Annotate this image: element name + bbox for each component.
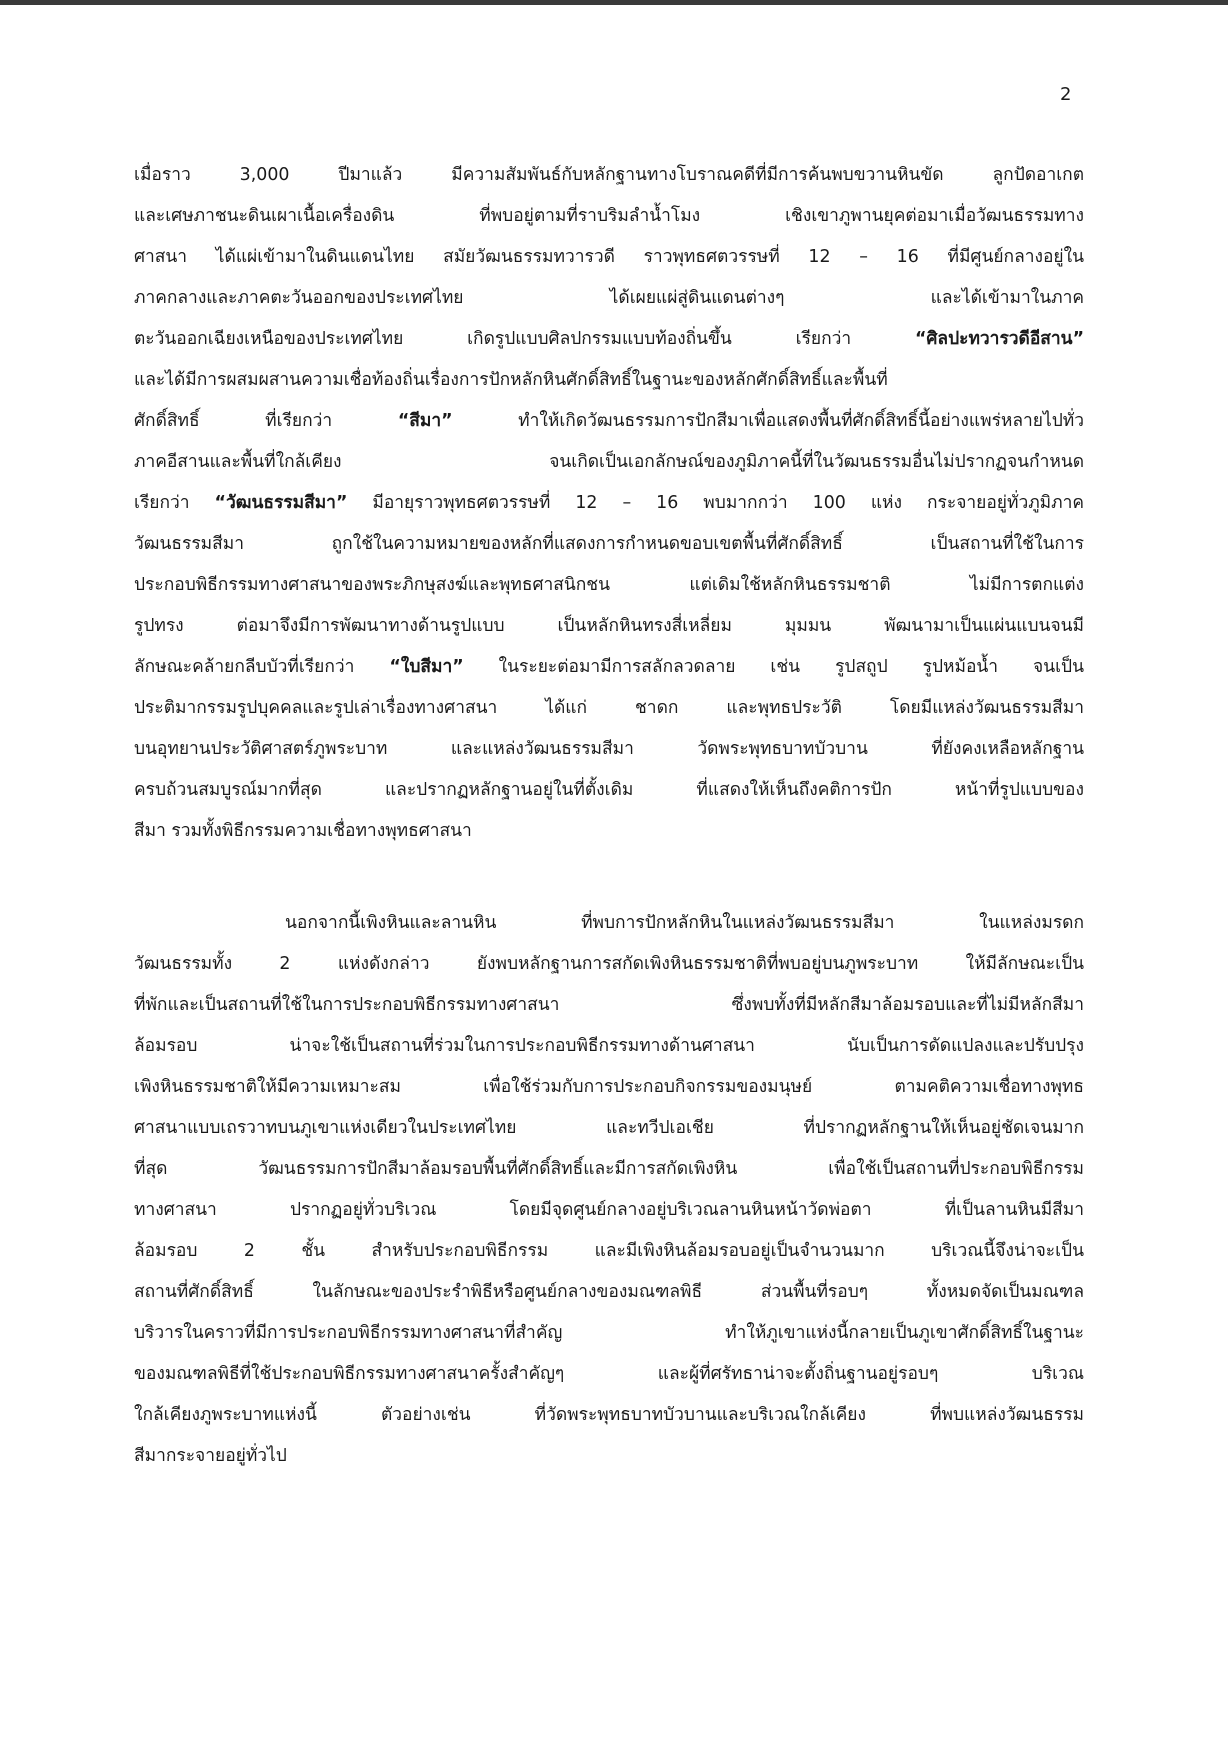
text-line	[134, 1395, 1084, 1436]
text-run: ทำให้เกิดวัฒนธรรมการปักสีมาเพื่อแสดงพื้นที่ศักดิ์สิทธิ์นี้อย่างแพร่หลายไปทั่ว	[452, 411, 1084, 431]
text-run: และได้มีการผสมผสานความเชื่อท้องถิ่นเรื่องการปักหลักหินศักดิ์สิทธิ์ในฐานะของหลักศักดิ์สิทธิ์และพื้นที่	[134, 370, 888, 390]
text-line	[134, 483, 1084, 524]
text-line	[134, 1108, 1084, 1149]
text-run: ในระยะต่อมามีการสลักลวดลาย เช่น รูปสถูป รูปหม้อน้ำ จนเป็น	[463, 657, 1084, 677]
text-run: บริวารในคราวที่มีการประกอบพิธีกรรมทางศาสนาที่สำคัญ ทำให้ภูเขาแห่งนี้กลายเป็นภูเขาศักดิ์สิทธิ์ในฐานะ	[134, 1323, 1084, 1343]
text-run: นอกจากนี้เพิงหินและลานหิน ที่พบการปักหลักหินในแหล่งวัฒนธรรมสีมา ในแหล่งมรดก	[285, 913, 1084, 933]
text-line	[134, 401, 1084, 442]
text-run: เมื่อราว 3,000 ปีมาแล้ว มีความสัมพันธ์กับหลักฐานทางโบราณคดีที่มีการค้นพบขวานหินขัด ลูกปัดอาเกต	[134, 165, 1084, 185]
text-line	[134, 1067, 1084, 1108]
text-line	[134, 1149, 1084, 1190]
text-run: ลักษณะคล้ายกลีบบัวที่เรียกว่า	[134, 657, 390, 677]
bold-term: “ศิลปะทวารวดีอีสาน”	[914, 329, 1084, 349]
text-run: ภาคอีสานและพื้นที่ใกล้เคียง จนเกิดเป็นเอกลักษณ์ของภูมิภาคนี้ที่ในวัฒนธรรมอื่นไม่ปรากฏจนกำหนด	[134, 452, 1084, 472]
text-line	[134, 1026, 1084, 1067]
text-line	[134, 1313, 1084, 1354]
text-line	[134, 360, 1084, 401]
text-line	[134, 985, 1084, 1026]
text-line	[134, 1231, 1084, 1272]
text-run: ล้อมรอบ น่าจะใช้เป็นสถานที่ร่วมในการประกอบพิธีกรรมทางด้านศาสนา นับเป็นการดัดแปลงและปรับปรุง	[134, 1036, 1084, 1056]
text-line	[134, 524, 1084, 565]
text-line	[134, 811, 1084, 852]
text-line	[134, 442, 1084, 483]
text-run: ใกล้เคียงภูพระบาทแห่งนี้ ตัวอย่างเช่น ที่วัดพระพุทธบาทบัวบานและบริเวณใกล้เคียง ที่พบแหล่งวัฒนธรรม	[134, 1405, 1084, 1425]
text-run: สถานที่ศักดิ์สิทธิ์ ในลักษณะของประรำพิธีหรือศูนย์กลางของมณฑลพิธี ส่วนพื้นที่รอบๆ ทั้งหมดจัดเป็นมณฑล	[134, 1282, 1084, 1302]
text-run: มีอายุราวพุทธศตวรรษที่ 12 – 16 พบมากกว่า 100 แห่ง กระจายอยู่ทั่วภูมิภาค	[347, 493, 1084, 513]
text-line	[134, 729, 1084, 770]
text-run: สีมากระจายอยู่ทั่วไป	[134, 1446, 287, 1466]
text-line	[134, 1272, 1084, 1313]
text-run: สีมา รวมทั้งพิธีกรรมความเชื่อทางพุทธศาสนา	[134, 821, 472, 841]
text-line	[134, 565, 1084, 606]
text-line	[134, 1354, 1084, 1395]
text-run: และเศษภาชนะดินเผาเนื้อเครื่องดิน ที่พบอยู่ตามที่ราบริมลำน้ำโมง เชิงเขาภูพานยุคต่อมาเมื่อวัฒนธรรมทาง	[134, 206, 1084, 226]
text-run: ของมณฑลพิธีที่ใช้ประกอบพิธีกรรมทางศาสนาครั้งสำคัญๆ และผู้ที่ศรัทธาน่าจะตั้งถิ่นฐานอยู่รอบๆ บริเวณ	[134, 1364, 1084, 1384]
text-line	[134, 944, 1084, 985]
text-run: ตะวันออกเฉียงเหนือของประเทศไทย เกิดรูปแบบศิลปกรรมแบบท้องถิ่นขึ้น เรียกว่า	[134, 329, 915, 349]
paragraph-1	[134, 155, 1084, 852]
text-run: เพิงหินธรรมชาติให้มีความเหมาะสม เพื่อใช้ร่วมกับการประกอบกิจกรรมของมนุษย์ ตามคติความเชื่อทางพุทธ	[134, 1077, 1084, 1097]
text-run: บนอุทยานประวัติศาสตร์ภูพระบาท และแหล่งวัฒนธรรมสีมา วัดพระพุทธบาทบัวบาน ที่ยังคงเหลือหลักฐาน	[134, 739, 1084, 759]
text-line	[134, 1190, 1084, 1231]
bold-term: “วัฒนธรรมสีมา”	[214, 493, 348, 513]
text-line	[134, 319, 1084, 360]
text-run: ที่สุด วัฒนธรรมการปักสีมาล้อมรอบพื้นที่ศักดิ์สิทธิ์และมีการสกัดเพิงหิน เพื่อใช้เป็นสถานที่ประกอบพิธีกรรม	[134, 1159, 1084, 1179]
text-run: ศักดิ์สิทธิ์ ที่เรียกว่า	[134, 411, 398, 431]
text-line	[134, 606, 1084, 647]
text-run: ที่พักและเป็นสถานที่ใช้ในการประกอบพิธีกรรมทางศาสนา ซึ่งพบทั้งที่มีหลักสีมาล้อมรอบและที่ไม่มีหลักสีมา	[134, 995, 1084, 1015]
text-run: ประติมากรรมรูปบุคคลและรูปเล่าเรื่องทางศาสนา ได้แก่ ชาดก และพุทธประวัติ โดยมีแหล่งวัฒนธรรมสีมา	[134, 698, 1084, 718]
bold-term: “สีมา”	[397, 411, 453, 431]
text-run: เรียกว่า	[134, 493, 215, 513]
text-run: ประกอบพิธีกรรมทางศาสนาของพระภิกษุสงฆ์และพุทธศาสนิกชน แต่เดิมใช้หลักหินธรรมชาติ ไม่มีการตกแต่ง	[134, 575, 1084, 595]
text-line	[134, 237, 1084, 278]
text-line	[134, 155, 1084, 196]
text-run: ล้อมรอบ 2 ชั้น สำหรับประกอบพิธีกรรม และมีเพิงหินล้อมรอบอยู่เป็นจำนวนมาก บริเวณนี้จึงน่าจะเป็น	[134, 1241, 1084, 1261]
text-line	[134, 688, 1084, 729]
text-run: รูปทรง ต่อมาจึงมีการพัฒนาทางด้านรูปแบบ เป็นหลักหินทรงสี่เหลี่ยม มุมมน พัฒนามาเป็นแผ่นแบนจนมี	[134, 616, 1084, 636]
text-line	[134, 278, 1084, 319]
top-border-rule	[0, 0, 1228, 5]
text-run: ศาสนาแบบเถรวาทบนภูเขาแห่งเดียวในประเทศไทย และทวีปเอเชีย ที่ปรากฏหลักฐานให้เห็นอยู่ชัดเจนมาก	[134, 1118, 1084, 1138]
paragraph-2	[134, 903, 1084, 1477]
text-run: ครบถ้วนสมบูรณ์มากที่สุด และปรากฏหลักฐานอยู่ในที่ตั้งเดิม ที่แสดงให้เห็นถึงคติการปัก หน้าที่รูปแบบของ	[134, 780, 1084, 800]
text-line	[134, 1436, 1084, 1477]
text-line	[134, 196, 1084, 237]
text-run: ภาคกลางและภาคตะวันออกของประเทศไทย ได้เผยแผ่สู่ดินแดนต่างๆ และได้เข้ามาในภาค	[134, 288, 1084, 308]
bold-term: “ใบสีมา”	[389, 657, 464, 677]
page-number: 2	[1060, 84, 1072, 105]
text-run: วัฒนธรรมทั้ง 2 แห่งดังกล่าว ยังพบหลักฐานการสกัดเพิงหินธรรมชาติที่พบอยู่บนภูพระบาท ให้มีลักษณะเป็น	[134, 954, 1084, 974]
text-line	[134, 903, 1084, 944]
text-run: วัฒนธรรมสีมา ถูกใช้ในความหมายของหลักที่แสดงการกำหนดขอบเขตพื้นที่ศักดิ์สิทธิ์ เป็นสถานที่ใช้ในการ	[134, 534, 1084, 554]
text-run: ศาสนา ได้แผ่เข้ามาในดินแดนไทย สมัยวัฒนธรรมทวารวดี ราวพุทธศตวรรษที่ 12 – 16 ที่มีศูนย์กลางอยู่ใน	[134, 247, 1084, 267]
text-run: ทางศาสนา ปรากฏอยู่ทั่วบริเวณ โดยมีจุดศูนย์กลางอยู่บริเวณลานหินหน้าวัดพ่อตา ที่เป็นลานหินมีสีมา	[134, 1200, 1084, 1220]
text-line	[134, 647, 1084, 688]
text-line	[134, 770, 1084, 811]
